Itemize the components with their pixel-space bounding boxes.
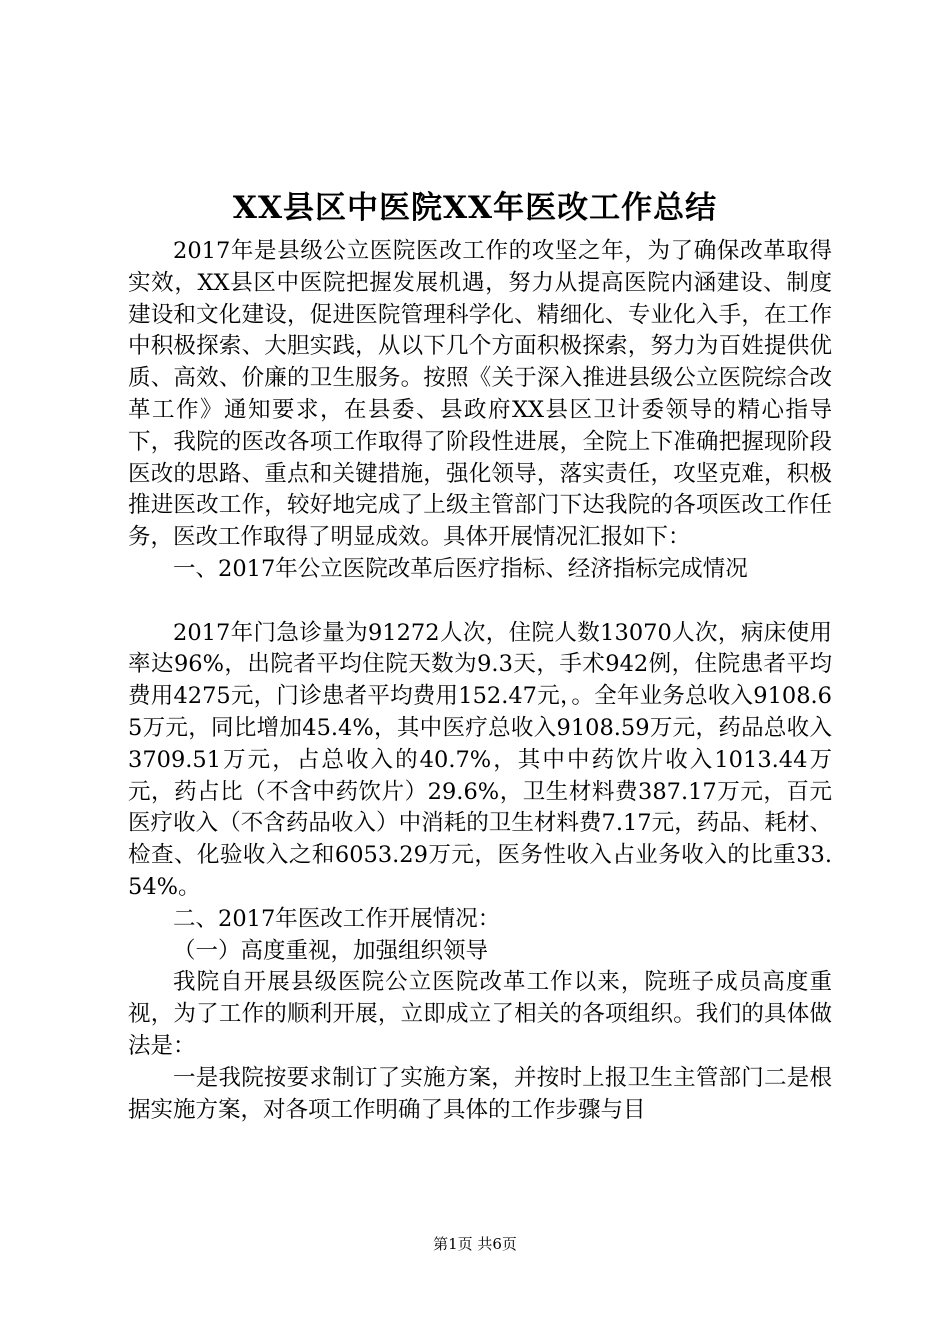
paragraph-measures: 一是我院按要求制订了实施方案，并按时上报卫生主管部门二是根据实施方案，对各项工作明确了具体的工作步骤与目 [128, 1064, 832, 1123]
paragraph-indicators: 2017年门急诊量为91272人次，住院人数13070人次，病床使用率达96%，出院者平均住院天数为9.3天，手术942例，住院患者平均费用4275元，门诊患者平均费用152.47元，。全年业务总收入9108.65万元，同比增加45.4%，其中医疗总收入9108.59万元，药品总收入3709.51万元，占总收入的40.7%，其中中药饮片收入1013.44万元，药占比（不含中药饮片）29.6%，卫生材料费387.17万元，百元医疗收入（不含药品收入）中消耗的卫生材料费7.17元，药品、耗材、检查、化验收入之和6053.29万元，医务性收入占业务收入的比重33.54%。 [128, 619, 832, 900]
paragraph-intro: 2017年是县级公立医院医改工作的攻坚之年，为了确保改革取得实效，XX县区中医院把握发展机遇，努力从提高医院内涵建设、制度建设和文化建设，促进医院管理科学化、精细化、专业化入手，在工作中积极探索、大胆实践，从以下几个方面积极探索，努力为百姓提供优质、高效、价廉的卫生服务。按照《关于深入推进县级公立医院综合改革工作》通知要求，在县委、县政府XX县区卫计委领导的精心指导下，我院的医改各项工作取得了阶段性进展，全院上下准确把握现阶段医改的思路、重点和关键措施，强化领导，落实责任，攻坚克难，积极推进医改工作，较好地完成了上级主管部门下达我院的各项医改工作任务，医改工作取得了明显成效。具体开展情况汇报如下： [128, 238, 832, 551]
subsection-heading-1: （一）高度重视，加强组织领导 [173, 937, 489, 964]
section-heading-2: 二、2017年医改工作开展情况： [173, 905, 501, 932]
section-heading-1: 一、2017年公立医院改革后医疗指标、经济指标完成情况 [173, 555, 748, 582]
document-title: XX县区中医院XX年医改工作总结 [232, 190, 718, 226]
document-body [128, 236, 832, 1126]
page-footer: 第1页 共6页 [433, 1235, 517, 1253]
paragraph-organization: 我院自开展县级医院公立医院改革工作以来，院班子成员高度重视，为了工作的顺利开展，立即成立了相关的各项组织。我们的具体做法是： [128, 969, 832, 1059]
